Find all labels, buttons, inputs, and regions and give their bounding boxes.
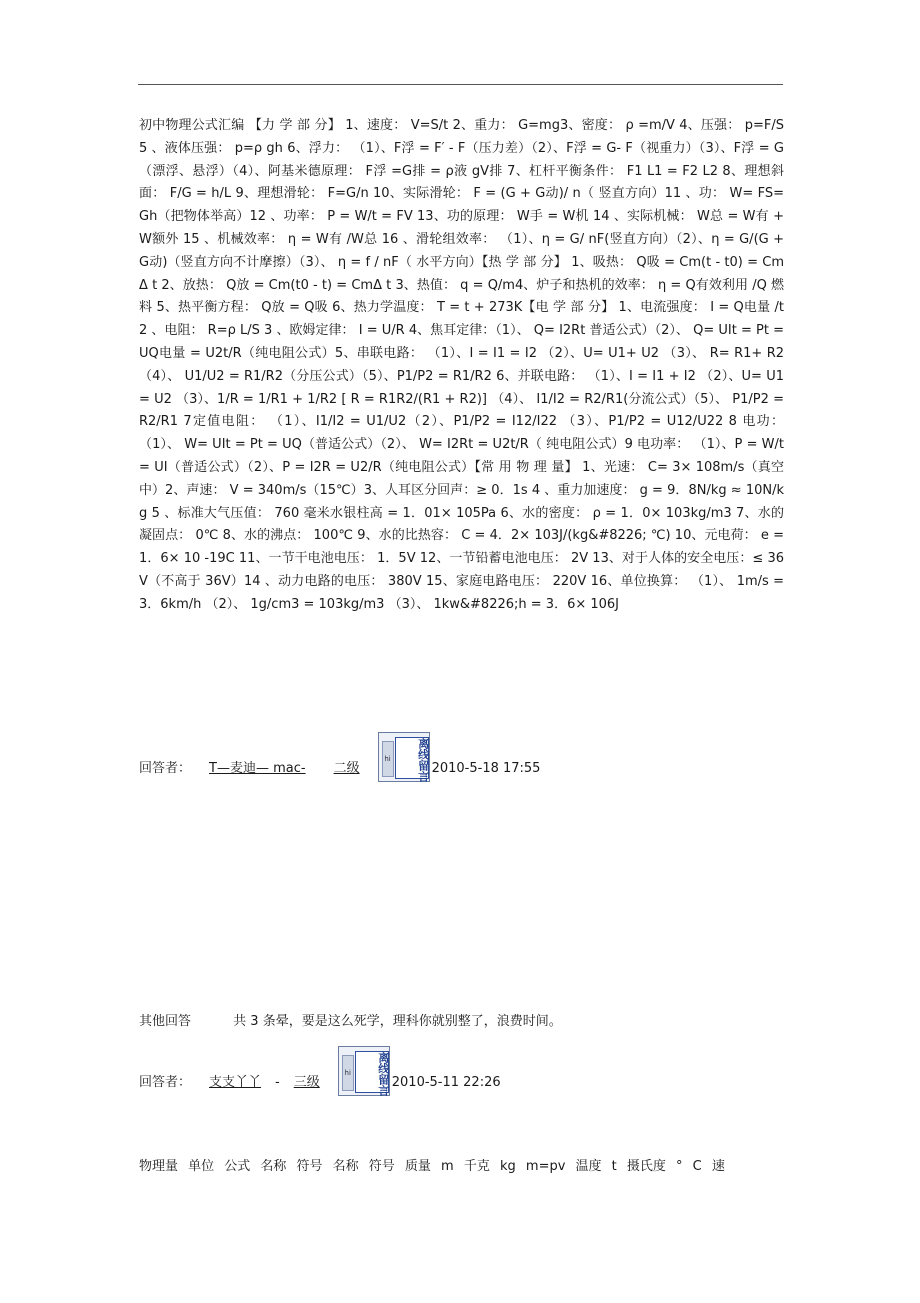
offline-message-badge[interactable] bbox=[378, 732, 430, 782]
hi-icon: hi bbox=[382, 741, 394, 777]
answer-meta-row bbox=[139, 728, 540, 782]
other-answers-section bbox=[139, 1010, 562, 1029]
offline-message-badge[interactable] bbox=[338, 1046, 390, 1096]
other-answer-text: 共 3 条晕，要是这么死学，理科你就别整了，浪费时间。 bbox=[233, 1014, 562, 1029]
answerer-level-link[interactable]: 二级 bbox=[333, 761, 360, 776]
answer-date: 2010-5-11 22:26 bbox=[391, 1075, 501, 1090]
answerer-separator: - bbox=[275, 1075, 280, 1090]
offline-message-badge-text: 离线留言 bbox=[395, 737, 429, 779]
answerer-label: 回答者： bbox=[139, 1075, 192, 1090]
answerer-level-link[interactable]: 三级 bbox=[293, 1075, 320, 1090]
answer-date: 2010-5-18 17:55 bbox=[431, 761, 541, 776]
answer-meta-row bbox=[139, 1042, 501, 1096]
answerer-username-link[interactable]: 支支丫丫 bbox=[209, 1075, 262, 1090]
formula-article: 初中物理公式汇编 【力 学 部 分】 1、速度： V=S/t 2、重力： G=mg3、密度： ρ =m/V 4、压强： p=F/S 5 、液体压强： p=ρ gh 6、浮力： （1）、F浮 = F′ - F（压力差）（2）、F浮 = G- F（视重力）（3）、F浮 = G（漂浮、悬浮）（4）、阿基米德原理： F浮 =G排 = ρ液 gV排 7、杠杆平衡条件： F1 L1 = F2 L2 8、理想斜面： F/G = h/L 9、理想滑轮： F=G/n 10、实际滑轮： F = (G + G动)/ n（ 竖直方向）11 、功： W= FS= Gh（把物体举高）12 、功率： P = W/t = FV 13、功的原理： W手 = W机 14 、实际机械： W总 = W有 + W额外 15 、机械效率： η = W有 /W总 16 、滑轮组效率： （1）、η = G/ nF(竖直方向）（2）、η = G/(G + G动)（竖直方向不计摩擦）（3）、 η = f / nF（ 水平方向）【热 学 部 分】 1、吸热： Q吸 = Cm(t - t0) = CmΔ t 2、放热： Q放 = Cm(t0 - t) = CmΔ t 3、热值： q = Q/m4、炉子和热机的效率： η = Q有效利用 /Q 燃料 5、热平衡方程： Q放 = Q吸 6、热力学温度： T = t + 273K【电 学 部 分】 1、电流强度： I = Q电量 /t 2 、电阻： R=ρ L/S 3 、欧姆定律： I = U/R 4、焦耳定律：（1）、 Q= I2Rt 普适公式）（2）、 Q= UIt = Pt = UQ电量 = U2t/R（纯电阻公式）5、串联电路： （1）、I = I1 = I2 （2）、U= U1+ U2 （3）、 R= R1+ R2 （4）、 U1/U2 = R1/R2（分压公式）（5）、P1/P2 = R1/R2 6、并联电路： （1）、I = I1 + I2 （2）、U= U1 = U2 （3）、1/R = 1/R1 + 1/R2 [ R = R1R2/(R1 + R2)] （4）、 I1/I2 = R2/R1(分流公式）（5）、 P1/P2 = R2/R1 7定值电阻： （1）、I1/I2 = U1/U2（2）、P1/P2 = I12/I22 （3）、P1/P2 = U12/U22 8 电功： （1）、 W= UIt = Pt = UQ（普适公式）（2）、 W= I2Rt = U2t/R（ 纯电阻公式）9 电功率： （1）、P = W/t = UI（普适公式）（2）、P = I2R = U2/R（纯电阻公式）【常 用 物 理 量】 1、光速： C= 3× 108m/s（真空中）2、声速： V = 340m/s（15℃）3、人耳区分回声：≥ 0．1s 4 、重力加速度： g = 9．8N/kg ≈ 10N/kg 5 、标准大气压值： 760 毫米水银柱高 = 1．01× 105Pa 6、水的密度： ρ = 1．0× 103kg/m3 7、水的凝固点： 0℃ 8、水的沸点： 100℃ 9、水的比热容： C = 4．2× 103J/(kg&#8226; ℃) 10、元电荷： e = 1．6× 10 -19C 11、一节干电池电压： 1．5V 12、一节铅蓄电池电压： 2V 13、对于人体的安全电压：≤ 36V（不高于 36V）14 、动力电路的电压： 380V 15、家庭电路电压： 220V 16、单位换算： （1）、 1m/s = 3．6km/h （2）、 1g/cm3 = 103kg/m3 （3）、 1kw&#8226;h = 3．6× 106J bbox=[139, 118, 784, 612]
top-divider bbox=[138, 84, 783, 85]
other-answers-heading: 其他回答 bbox=[139, 1014, 192, 1029]
offline-message-badge-text: 离线留言 bbox=[355, 1051, 389, 1093]
answerer-username-link[interactable]: T—麦迪— mac- bbox=[209, 761, 306, 776]
hi-icon: hi bbox=[342, 1055, 354, 1091]
quantity-table-header: 物理量 单位 公式 名称 符号 名称 符号 质量 m 千克 kg m=pv 温度 t 摄氏度 ° C 速 bbox=[139, 1159, 725, 1174]
answerer-label: 回答者： bbox=[139, 761, 192, 776]
